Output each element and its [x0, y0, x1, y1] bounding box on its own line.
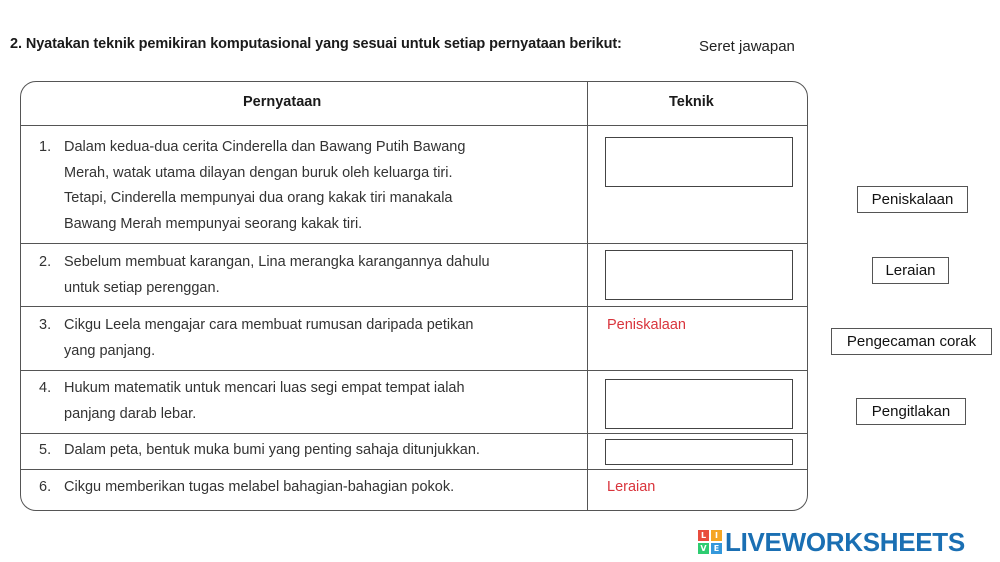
statement-line: Merah, watak utama dilayan dengan buruk oleh keluarga tiri. — [64, 164, 453, 181]
drag-option-pengitlakan[interactable]: Pengitlakan — [856, 398, 966, 425]
statement-text — [64, 475, 576, 501]
statement-text — [64, 313, 576, 364]
answer-drop-slot[interactable] — [605, 137, 793, 187]
answer-drop-slot[interactable] — [605, 379, 793, 429]
header-statement: Pernyataan — [243, 94, 322, 110]
statement-text — [64, 438, 576, 464]
statement-line: Cikgu memberikan tugas melabel bahagian-bahagian pokok. — [64, 479, 455, 495]
logo-block: L — [698, 530, 709, 541]
drag-hint: Seret jawapan — [699, 38, 795, 55]
statement-line: panjang darab lebar. — [64, 405, 197, 422]
question-text: 2. Nyatakan teknik pemikiran komputasional yang sesuai untuk setiap pernyataan berikut: — [10, 36, 622, 52]
header-technique: Teknik — [669, 94, 714, 110]
answer-drop-slot[interactable] — [605, 250, 793, 300]
statement-line: Tetapi, Cinderella mempunyai dua orang kakak tiri manakala — [64, 190, 453, 206]
row-number: 4. — [39, 380, 52, 396]
logo-block: I — [711, 530, 722, 541]
drag-option-peniskalaan[interactable]: Peniskalaan — [857, 186, 968, 213]
column-divider — [587, 82, 588, 510]
statement-line: Bawang Merah mempunyai seorang kakak tiri. — [64, 215, 363, 232]
statement-text — [64, 250, 576, 301]
logo-text: LIVEWORKSHEETS — [725, 526, 965, 557]
table-row — [21, 307, 807, 371]
drag-option-pengecaman-corak[interactable]: Pengecaman corak — [831, 328, 992, 355]
answer-drop-slot[interactable] — [605, 439, 793, 465]
statement-line: Sebelum membuat karangan, Lina merangka karangannya dahulu — [64, 254, 490, 270]
worksheet-table — [20, 81, 808, 511]
table-row — [21, 126, 807, 244]
statement-line: Hukum matematik untuk mencari luas segi empat tempat ialah — [64, 380, 465, 396]
drag-option-leraian[interactable]: Leraian — [872, 257, 949, 284]
statement-line: yang panjang. — [64, 342, 156, 359]
row-number: 2. — [39, 254, 52, 270]
logo-blocks-icon — [698, 530, 722, 554]
table-header-row — [21, 82, 807, 126]
row-number: 1. — [39, 139, 52, 155]
row-number: 6. — [39, 479, 52, 495]
statement-text — [64, 376, 576, 427]
table-row — [21, 244, 807, 307]
logo-block: V — [698, 543, 709, 554]
placed-answer[interactable]: Peniskalaan — [607, 317, 686, 333]
statement-line: untuk setiap perenggan. — [64, 279, 220, 296]
table-row — [21, 470, 807, 511]
table-row — [21, 371, 807, 434]
row-number: 3. — [39, 317, 52, 333]
logo-block: E — [711, 543, 722, 554]
liveworksheets-logo — [698, 528, 965, 556]
row-number: 5. — [39, 442, 52, 458]
placed-answer[interactable]: Leraian — [607, 479, 656, 495]
statement-text — [64, 135, 576, 237]
table-row — [21, 434, 807, 470]
statement-line: Dalam kedua-dua cerita Cinderella dan Bawang Putih Bawang — [64, 139, 466, 155]
statement-line: Cikgu Leela mengajar cara membuat rumusan daripada petikan — [64, 317, 474, 333]
statement-line: Dalam peta, bentuk muka bumi yang penting sahaja ditunjukkan. — [64, 442, 480, 458]
